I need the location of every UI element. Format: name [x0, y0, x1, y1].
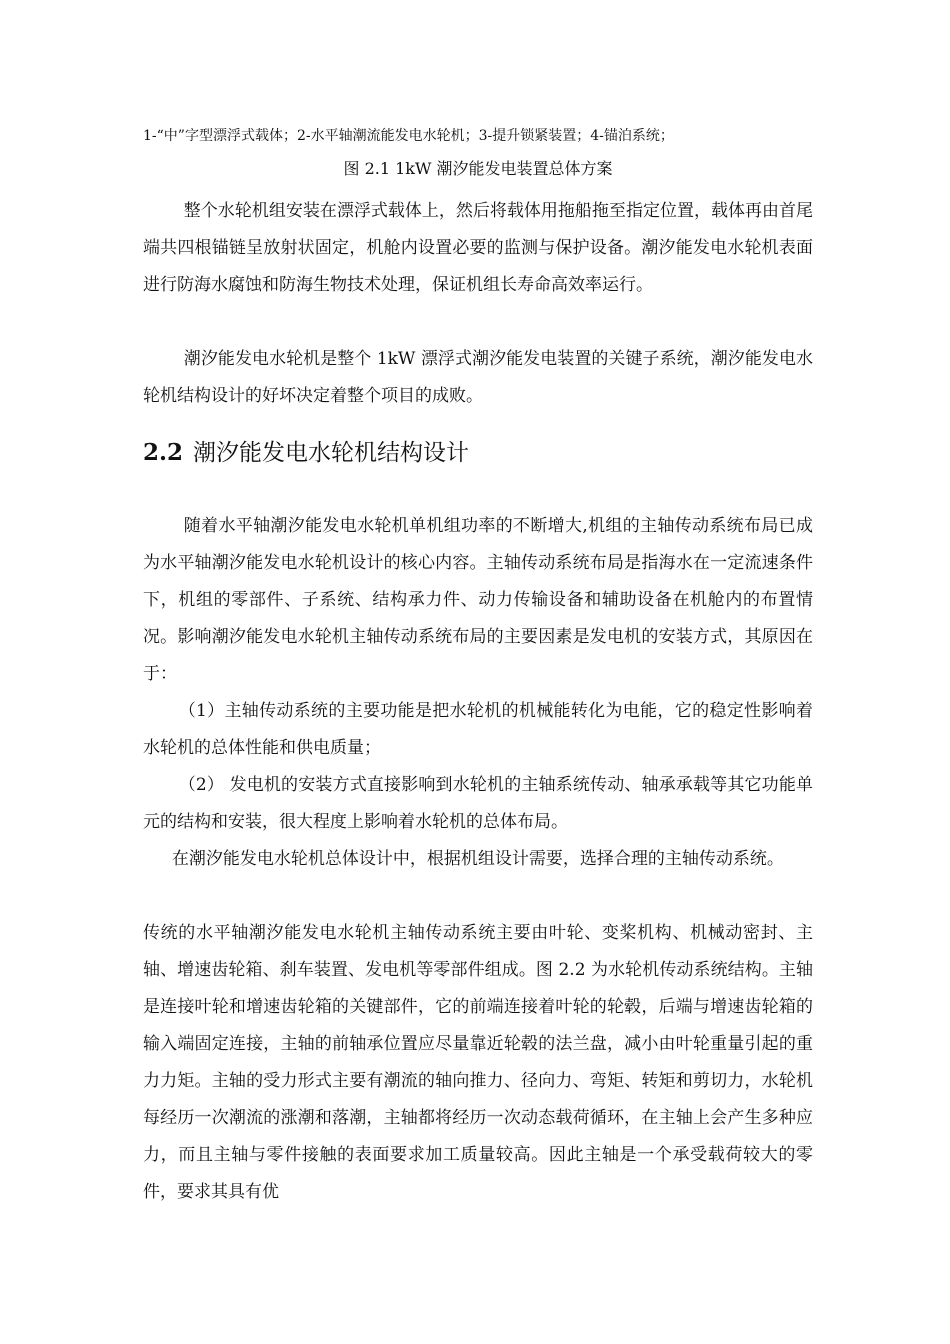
figure-legend: 1-“中”字型漂浮式载体；2-水平轴潮流能发电水轮机；3-提升锁紧装置；4-锚泊系统；	[143, 128, 674, 144]
paragraph-key-subsystem: 潮汐能发电水轮机是整个 1kW 漂浮式潮汐能发电装置的关键子系统，潮汐能发电水轮机结构设计的好坏决定着整个项目的成败。	[143, 349, 813, 406]
section-heading	[143, 433, 813, 473]
section-number: 2.2	[143, 439, 184, 466]
section-title: 潮汐能发电水轮机结构设计	[193, 440, 470, 466]
figure-caption: 图 2.1 1kW 潮汐能发电装置总体方案	[343, 159, 613, 178]
list-item-1: （1）主轴传动系统的主要功能是把水轮机的机械能转化为电能，它的稳定性影响着水轮机的总体性能和供电质量；	[143, 701, 813, 758]
paragraph-overall-design: 在潮汐能发电水轮机总体设计中，根据机组设计需要，选择合理的主轴传动系统。	[171, 849, 784, 869]
paragraph-traditional-drive: 传统的水平轴潮汐能发电水轮机主轴传动系统主要由叶轮、变桨机构、机械动密封、主轴、增速齿轮箱、刹车装置、发电机等零部件组成。图 2.2 为水轮机传动系统结构。主轴是连接叶轮和增速齿轮箱的关键部件，它的前端连接着叶轮的轮毂，后端与增速齿轮箱的输入端固定连接，主轴的前轴承位置应尽量靠近轮毂的法兰盘，减小由叶轮重量引起的重力力矩。主轴的受力形式主要有潮流的轴向推力、径向力、弯矩、转矩和剪切力，水轮机每经历一次潮流的涨潮和落潮，主轴都将经历一次动态载荷循环，在主轴上会产生多种应力，而且主轴与零件接触的表面要求加工质量较高。因此主轴是一个承受载荷较大的零件，要求其具有优	[143, 923, 813, 1202]
paragraph-main-shaft-layout: 随着水平轴潮汐能发电水轮机单机组功率的不断增大,机组的主轴传动系统布局已成为水平轴潮汐能发电水轮机设计的核心内容。主轴传动系统布局是指海水在一定流速条件下，机组的零部件、子系统、结构承力件、动力传输设备和辅助设备在机舱内的布置情况。影响潮汐能发电水轮机主轴传动系统布局的主要因素是发电机的安装方式，其原因在于：	[143, 516, 813, 684]
paragraph-carrier-install: 整个水轮机组安装在漂浮式载体上，然后将载体用拖船拖至指定位置，载体再由首尾端共四根锚链呈放射状固定，机舱内设置必要的监测与保护设备。潮汐能发电水轮机表面进行防海水腐蚀和防海生物技术处理，保证机组长寿命高效率运行。	[143, 201, 813, 295]
list-item-2: （2） 发电机的安装方式直接影响到水轮机的主轴系统传动、轴承承载等其它功能单元的结构和安装，很大程度上影响着水轮机的总体布局。	[143, 775, 813, 832]
